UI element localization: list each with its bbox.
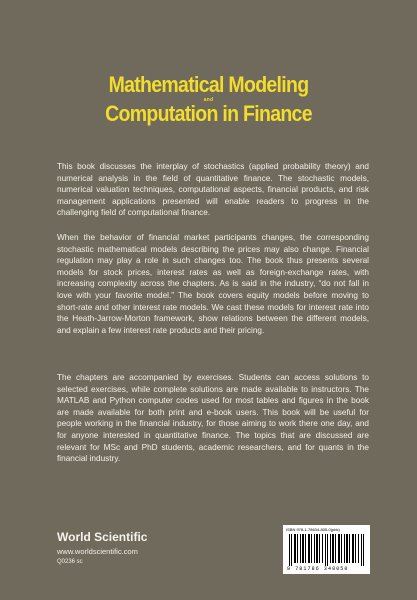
description-paragraph-1: This book discusses the interplay of stochastics (applied probability theory) and numerical analysis in the field of quantitative finance. The stochastic models, numerical valuation techniques, computational aspects, financial products, and risk management applications presented will enable readers to progress in the challenging field of computational finance.	[57, 162, 369, 218]
description-paragraph-2: When the behavior of financial market participants changes, the corresponding stochastic mathematical models describing the prices may also change. Financial regulation may play a role in such changes too. The book thus presents several models for stock prices, interest rates as well as foreign-exchange rates, with increasing complexity across the chapters. As is said in the industry, “do not fall in love with your favorite model.” The book covers equity models before moving to short-rate and other interest rate models. We cast these models for interest rate into the Heath-Jarrow-Morton framework, show relations between the different models, and explain a few interest rate products and their pricing.	[57, 233, 369, 335]
product-code: Q0236 sc	[57, 559, 83, 565]
publisher-block	[57, 530, 147, 567]
barcode-digits: 9 781786 348050	[287, 566, 349, 572]
title-line-2: Computation in Finance	[105, 101, 312, 127]
title-line-1: Mathematical Modeling	[108, 72, 309, 98]
book-title	[0, 74, 417, 125]
barcode-icon	[287, 534, 366, 566]
isbn-label: ISBN 978-1-78634-805-0(pbk)	[286, 527, 340, 532]
publisher-name: World Scientific	[57, 530, 148, 544]
publisher-url: www.worldscientific.com	[57, 547, 138, 556]
isbn-barcode	[283, 525, 370, 574]
description-paragraph-3: The chapters are accompanied by exercises. Students can access solutions to selected exercises, while complete solutions are made available to instructors. The MATLAB and Python computer codes used for most tables and figures in the book are made available for both print and e-book users. This book will be useful for people working in the financial industry, for those aiming to work there one day, and for anyone interested in quantitative finance. The topics that are discussed are relevant for MSc and PhD students, academic researchers, and for quants in the financial industry.	[57, 373, 369, 464]
title-conjunction: and	[203, 97, 214, 103]
